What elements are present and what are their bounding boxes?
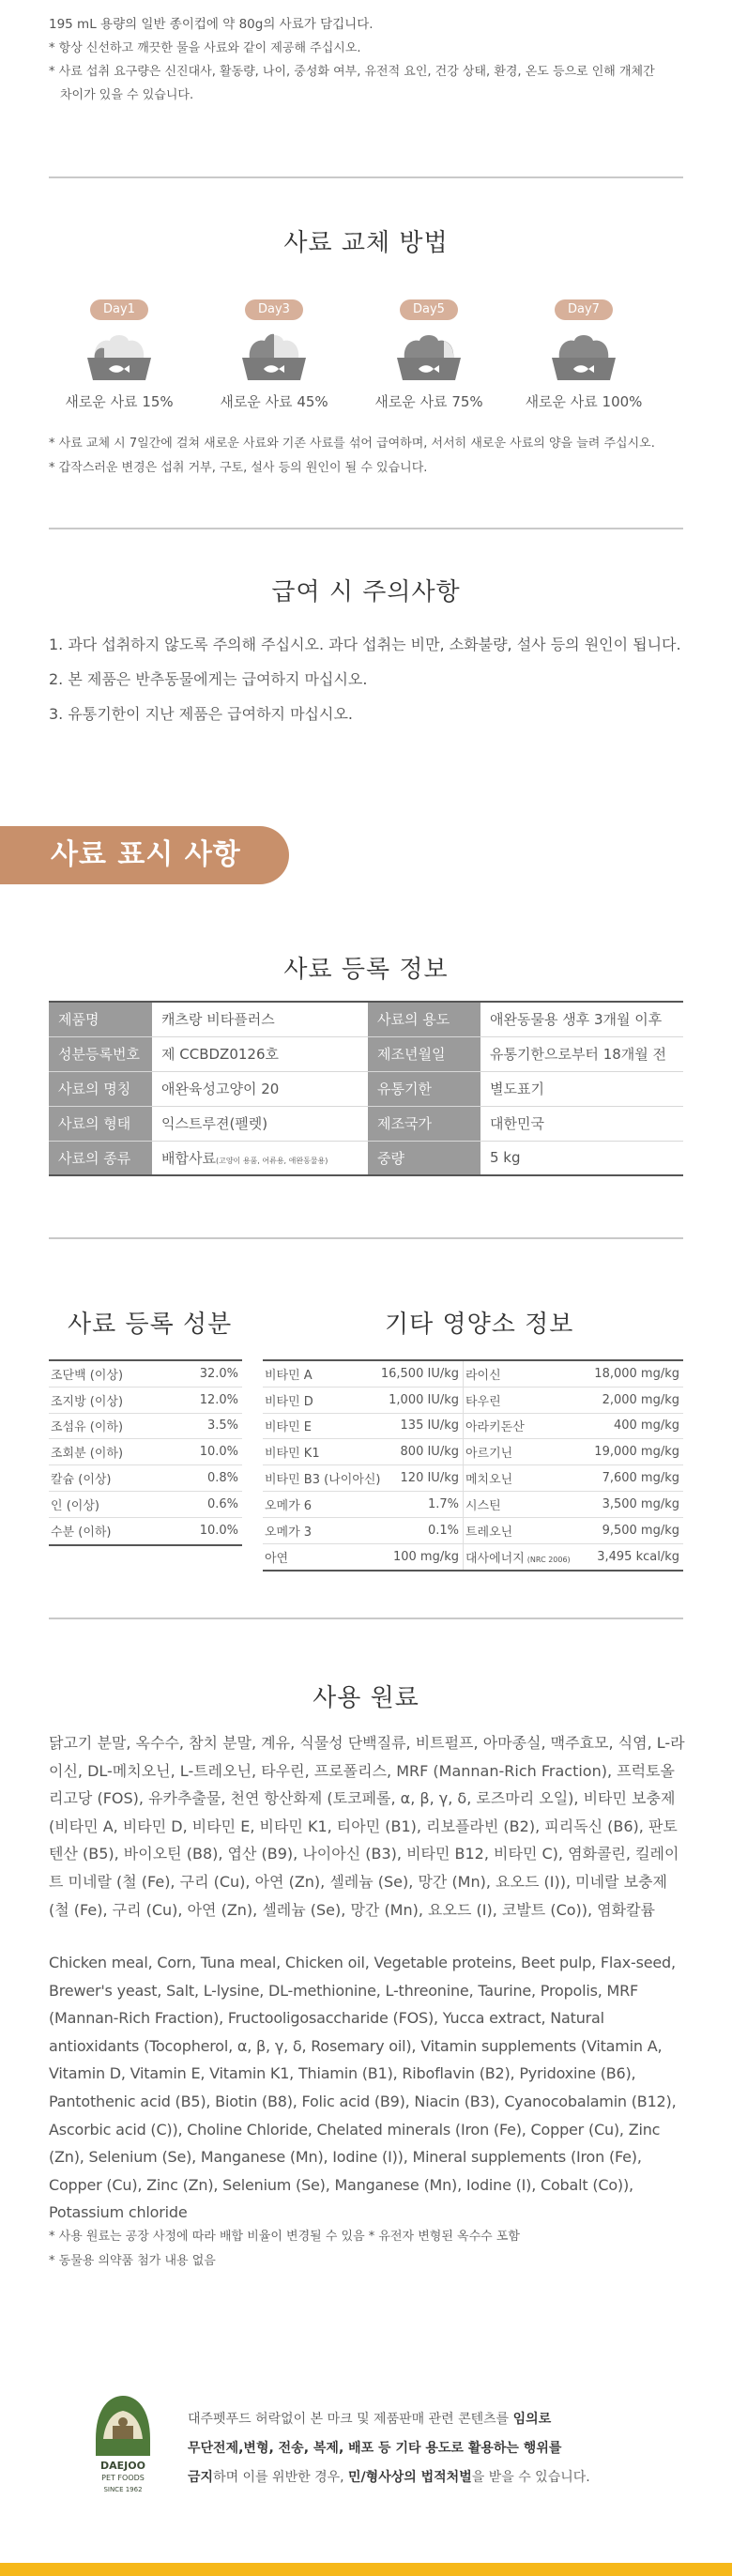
table-row [49, 1141, 683, 1175]
step-caption: 새로운 사료 45% [220, 393, 328, 410]
table-cell [263, 1414, 464, 1439]
table-cell [263, 1439, 464, 1464]
table-row [263, 1361, 683, 1388]
nutrient-label: 트레오닌 [465, 1525, 513, 1540]
note-line: * 사용 원료는 공장 사정에 따라 배합 비율이 변경될 수 있음 * 유전자 변형된 옥수수 포함 [49, 2230, 520, 2244]
table-header-cell: 성분등록번호 [49, 1036, 152, 1071]
nutrient-label: 오메가 3 [265, 1525, 313, 1540]
nutrient-value: 3,500 mg/kg [602, 1496, 679, 1511]
table-cell [263, 1465, 464, 1491]
table-row [49, 1106, 683, 1141]
table-cell [263, 1518, 464, 1543]
composition-title: 사료 등록 성분 [68, 1311, 233, 1339]
caution-item: 2. 본 제품은 반추동물에게는 급여하지 마십시오. [49, 670, 368, 688]
notice-emphasis: 금지 [188, 2470, 214, 2485]
table-cell: 대한민국 [480, 1106, 683, 1141]
table-cell [464, 1544, 683, 1571]
ingredients-english: Chicken meal, Corn, Tuna meal, Chicken oil, Vegetable proteins, Beet pulp, Flax-seed, Brewer's yeast, Salt, L-lysine, DL-methionine, L-threonine, Taurine, Propolis, MRF (Mannan-Rich Fraction), Fructooligosaccharide (FOS), Yucca extract, Natural antioxidants (Tocopherol, α, β, γ, δ, Rosemary oil), Vitamin supplements (Vitamin A, Vitamin D, Vitamin E, Vitamin K1, Thiamin (B1), Riboflavin (B2), Pyridoxine (B6), Pantothenic acid (B5), Biotin (B8), Folic acid (B9), Niacin (B3), Cyanocobalamin (B12), Ascorbic acid (C)), Choline Chloride, Chelated minerals (Iron (Fe), Copper (Cu), Zinc (Zn), Selenium (Se), Manganese (Mn), Iodine (I)), Mineral supplements (Iron (Fe), Copper (Cu), Zinc (Zn), Selenium (Se), Manganese (Mn), Iodine (I), Cobalt (Co)), Potassium chloride [49, 1954, 677, 2222]
ingredients-notes [49, 2225, 696, 2274]
cell-note: (고양이 용품, 어류용, 애완동물용) [215, 1156, 328, 1165]
note-line: * 갑작스러운 변경은 섭취 거부, 구토, 설사 등의 원인이 될 수 있습니다. [49, 461, 428, 475]
nutrient-value: 135 IU/kg [400, 1418, 459, 1434]
notice-text: 하며 이를 위반한 경우, [213, 2470, 349, 2485]
note-line: * 사료 교체 시 7일간에 걸쳐 새로운 사료와 기존 사료를 섞어 급여하며, 서서히 새로운 사료의 양을 늘려 주십시오. [49, 437, 655, 451]
nutrient-value: 1.7% [427, 1496, 459, 1511]
divider [49, 528, 683, 529]
nutrient-value: 0.1% [427, 1523, 459, 1538]
nutrient-value: 0.6% [206, 1496, 238, 1511]
day-badge: Day3 [245, 299, 303, 320]
caution-title: 급여 시 주의사항 [271, 578, 461, 606]
nutrient-name [265, 1495, 428, 1513]
nutrient-value: 7,600 mg/kg [602, 1471, 679, 1486]
logo-text: SINCE 1962 [103, 2486, 143, 2493]
nutrient-name [465, 1365, 594, 1383]
divider [49, 1237, 683, 1239]
cell-value: 배합사료 [161, 1149, 216, 1167]
notice-text: 대주펫푸드 허락없이 본 마크 및 제품판매 관련 콘텐츠를 [188, 2412, 513, 2427]
table-row [263, 1388, 683, 1414]
food-bowl-icon [546, 328, 621, 386]
step-caption: 새로운 사료 15% [65, 393, 174, 410]
nutrient-label: 오메가 6 [265, 1498, 313, 1513]
caution-list [49, 627, 696, 731]
nutrient-value: 100 mg/kg [392, 1549, 459, 1564]
feed-step [49, 299, 190, 411]
footer-bar [0, 2563, 732, 2576]
table-cell [464, 1388, 683, 1413]
nutrient-name: 조지방 (이상) [51, 1394, 124, 1409]
nutrient-value: 120 IU/kg [400, 1471, 459, 1486]
feed-change-title: 사료 교체 방법 [283, 229, 449, 257]
section-banner: 사료 표시 사항 [0, 826, 289, 884]
copyright-notice [188, 2405, 694, 2492]
table-header-cell: 제조년월일 [368, 1036, 480, 1071]
table-cell [464, 1492, 683, 1517]
nutrient-value: 32.0% [199, 1366, 238, 1381]
nutrient-value: 16,500 IU/kg [380, 1366, 459, 1381]
nutrient-value: 3,495 kcal/kg [597, 1549, 679, 1564]
day-badge: Day7 [555, 299, 613, 320]
food-bowl-icon [82, 328, 157, 386]
nutrient-value: 18,000 mg/kg [594, 1366, 679, 1381]
table-header-cell: 사료의 형태 [49, 1106, 152, 1141]
nutrient-name [465, 1391, 602, 1409]
nutrient-label: 아라키돈산 [465, 1420, 525, 1435]
table-row [49, 1414, 242, 1440]
nutrient-name: 수분 (이하) [51, 1526, 112, 1541]
table-cell [263, 1492, 464, 1517]
nutrient-name [465, 1417, 614, 1434]
nutrient-value: 1,000 IU/kg [389, 1392, 459, 1407]
nutrient-value: 3.5% [206, 1418, 238, 1434]
table-cell [464, 1361, 683, 1387]
table-header-cell: 유통기한 [368, 1071, 480, 1106]
nutrient-label: 메치오닌 [465, 1473, 513, 1488]
table-cell: 5 kg [480, 1141, 683, 1175]
divider [49, 176, 683, 178]
table-row [263, 1492, 683, 1518]
intro-line: 차이가 있을 수 있습니다. [60, 88, 194, 102]
nutrient-value: 400 mg/kg [613, 1418, 679, 1434]
table-row [263, 1414, 683, 1440]
nutrient-name [265, 1391, 389, 1409]
divider [49, 1618, 683, 1619]
feed-step [513, 299, 654, 411]
intro-line: * 항상 신선하고 깨끗한 물을 사료와 같이 제공해 주십시오. [49, 41, 361, 55]
table-row [263, 1544, 683, 1571]
nutrient-value: 12.0% [199, 1392, 238, 1407]
table-row [49, 1361, 242, 1388]
table-cell: 익스트루젼(펠렛) [152, 1106, 368, 1141]
table-row [263, 1518, 683, 1544]
nutrient-name [265, 1365, 381, 1383]
nutrient-name: 조섬유 (이하) [51, 1420, 124, 1435]
nutrient-value: 2,000 mg/kg [602, 1392, 679, 1407]
nutrient-label: 라이신 [465, 1368, 501, 1383]
table-header-cell: 중량 [368, 1141, 480, 1175]
intro-line: 195 mL 용량의 일반 종이컵에 약 80g의 사료가 담깁니다. [49, 17, 374, 32]
table-cell [152, 1141, 368, 1175]
table-cell: 별도표기 [480, 1071, 683, 1106]
day-badge: Day5 [400, 299, 458, 320]
intro-line: * 사료 섭취 요구량은 신진대사, 활동량, 나이, 중성화 여부, 유전적 요인, 건강 상태, 환경, 온도 등으로 인해 개체간 [49, 65, 655, 79]
nutrient-value: 10.0% [199, 1445, 238, 1460]
table-cell: 애완육성고양이 20 [152, 1071, 368, 1106]
nutrient-value: 19,000 mg/kg [594, 1445, 679, 1460]
table-row [49, 1388, 242, 1414]
caution-item: 1. 과다 섭취하지 않도록 주의해 주십시오. 과다 섭취는 비만, 소화불량, 설사 등의 원인이 됩니다. [49, 636, 681, 653]
table-row [49, 1518, 242, 1544]
notice-emphasis: 임의로 [512, 2412, 552, 2427]
registration-title: 사료 등록 정보 [283, 956, 449, 984]
table-cell [263, 1388, 464, 1413]
nutrients-table [263, 1359, 683, 1572]
nutrient-label: 비타민 D [265, 1394, 313, 1409]
daejoo-logo [92, 2390, 154, 2501]
table-cell: 애완동물용 생후 3개월 이후 [480, 1002, 683, 1036]
nutrient-label: 비타민 B3 (나이아신) [265, 1473, 381, 1488]
notice-text: 을 받을 수 있습니다. [471, 2470, 590, 2485]
table-header-cell: 사료의 명칭 [49, 1071, 152, 1106]
nutrient-name [465, 1469, 602, 1487]
nutrient-name [265, 1522, 428, 1540]
table-header-cell: 제품명 [49, 1002, 152, 1036]
table-cell [464, 1414, 683, 1439]
table-row [263, 1465, 683, 1492]
step-caption: 새로운 사료 75% [374, 393, 483, 410]
nutrient-name [265, 1469, 401, 1487]
table-cell [464, 1439, 683, 1464]
nutrient-label: 시스틴 [465, 1498, 501, 1513]
table-row [49, 1439, 242, 1465]
note-line: * 동물용 의약품 첨가 내용 없음 [49, 2254, 216, 2268]
logo-text: PET FOODS [101, 2474, 145, 2482]
nutrient-name: 인 (이상) [51, 1498, 99, 1513]
nutrient-name: 조단백 (이상) [51, 1368, 124, 1383]
table-row [49, 1492, 242, 1518]
registration-table [49, 1001, 683, 1176]
nutrient-label: 아르기닌 [465, 1447, 513, 1462]
nutrient-name [465, 1495, 602, 1513]
nutrient-label: 비타민 E [265, 1420, 313, 1435]
nutrient-name [265, 1443, 401, 1461]
table-cell [263, 1544, 464, 1571]
table-cell [464, 1465, 683, 1491]
table-row [49, 1465, 242, 1492]
table-cell [263, 1361, 464, 1387]
nutrient-name [265, 1548, 393, 1566]
nutrient-value: 10.0% [199, 1524, 238, 1539]
nutrient-name: 조회분 (이하) [51, 1447, 124, 1462]
composition-table [49, 1359, 242, 1546]
table-row [49, 1036, 683, 1071]
table-header-cell: 사료의 용도 [368, 1002, 480, 1036]
table-cell [464, 1518, 683, 1543]
step-caption: 새로운 사료 100% [525, 393, 643, 410]
nutrient-label: 아연 [265, 1551, 289, 1566]
feed-change-steps [49, 299, 683, 411]
notice-emphasis: 무단전제,변형, 전송, 복제, 배포 등 기타 용도로 활용하는 행위를 [188, 2441, 562, 2456]
table-cell: 캐츠랑 비타플러스 [152, 1002, 368, 1036]
feed-change-notes [49, 432, 696, 481]
table-row [49, 1071, 683, 1106]
nutrient-label: 비타민 K1 [265, 1447, 320, 1462]
day-badge: Day1 [90, 299, 148, 320]
nutrient-name: 칼슘 (이상) [51, 1473, 112, 1488]
nutrients-title: 기타 영양소 정보 [385, 1311, 574, 1339]
food-bowl-icon [236, 328, 312, 386]
table-header-cell: 사료의 종류 [49, 1141, 152, 1175]
feeding-intro [49, 13, 696, 107]
food-bowl-icon [391, 328, 466, 386]
table-header-cell: 제조국가 [368, 1106, 480, 1141]
nutrient-value: 9,500 mg/kg [602, 1523, 679, 1538]
caution-item: 3. 유통기한이 지난 제품은 급여하지 마십시오. [49, 705, 353, 723]
table-row [263, 1439, 683, 1465]
nutrient-label: 비타민 A [265, 1368, 313, 1383]
logo-text: DAEJOO [100, 2460, 145, 2472]
table-cell: 제 CCBDZ0126호 [152, 1036, 368, 1071]
table-cell: 유통기한으로부터 18개월 전 [480, 1036, 683, 1071]
nutrient-value: 0.8% [206, 1471, 238, 1486]
ingredients-title: 사용 원료 [313, 1684, 419, 1712]
table-row [49, 1002, 683, 1036]
feed-step [358, 299, 499, 411]
nutrient-name [465, 1548, 597, 1566]
nutrient-name [465, 1522, 602, 1540]
notice-emphasis: 민/형사상의 법적처벌 [348, 2470, 472, 2485]
nutrient-note: (NRC 2006) [526, 1555, 571, 1564]
nutrient-label: 타우린 [465, 1394, 501, 1409]
nutrient-label: 대사에너지 [465, 1551, 525, 1566]
feed-step [204, 299, 344, 411]
nutrient-value: 800 IU/kg [400, 1445, 459, 1460]
nutrient-name [465, 1443, 594, 1461]
ingredients-korean: 닭고기 분말, 옥수수, 참치 분말, 계유, 식물성 단백질류, 비트펄프, 아마종실, 맥주효모, 식염, L-라이신, DL-메치오닌, L-트레오닌, 타우린, 프로폴리스, MRF (Mannan-Rich Fraction), 프럭토올리고당 (FOS), 유카추출물, 천연 항산화제 (토코페롤, α, β, γ, δ, 로즈마리 오일), 비타민 보충제 (비타민 A, 비타민 D, 비타민 E, 비타민 K1, 티아민 (B1), 리보플라빈 (B2), 피리독신 (B6), 판토텐산 (B5), 바이오틴 (B8), 엽산 (B9), 나이아신 (B3), 비타민 B12, 비타민 C), 염화콜린, 킬레이트 미네랄 (철 (Fe), 구리 (Cu), 아연 (Zn), 셀레늄 (Se), 망간 (Mn), 요오드 (I)), 미네랄 보충제 (철 (Fe), 구리 (Cu), 아연 (Zn), 셀레늄 (Se), 망간 (Mn), 요오드 (I), 코발트 (Co)), 염화칼륨 [49, 1734, 685, 1919]
nutrient-name [265, 1417, 401, 1434]
